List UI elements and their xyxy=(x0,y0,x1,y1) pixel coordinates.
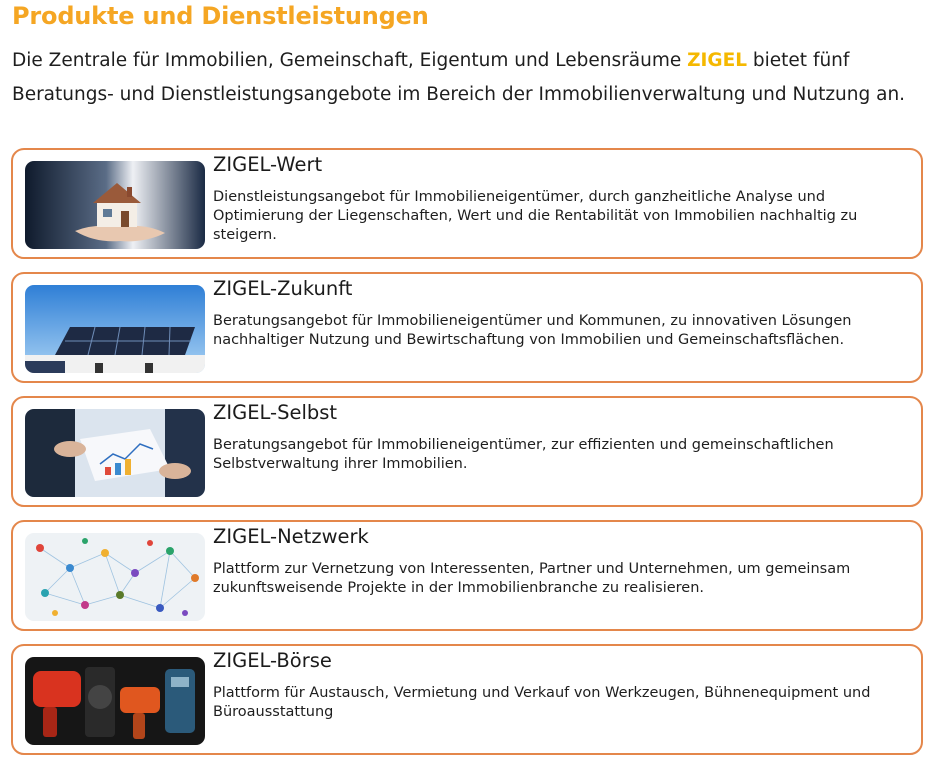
card-zigel-boerse[interactable] xyxy=(11,644,923,755)
card-title: ZIGEL-Selbst xyxy=(213,401,338,424)
intro-text xyxy=(12,44,932,112)
card-description: Plattform für Austausch, Vermietung und Verkauf von Werkzeugen, Bühnenequipment und Büroausstattung xyxy=(213,685,871,720)
solar-roof-image xyxy=(25,285,205,373)
power-tools-image xyxy=(25,657,205,745)
card-description: Beratungsangebot für Immobilieneigentümer, zur effizienten und gemeinschaftlichen Selbstverwaltung ihrer Immobilien. xyxy=(213,437,834,472)
intro-text-start: Die Zentrale für Immobilien, Gemeinschaft, Eigentum und Lebensräume xyxy=(12,50,688,71)
house-in-hands-image xyxy=(25,161,205,249)
business-meeting-image xyxy=(25,409,205,497)
card-description: Plattform zur Vernetzung von Interessenten, Partner und Unternehmen, um gemeinsam zukunftsweisende Projekte in der Immobilienbranche zu realisieren. xyxy=(213,561,851,596)
card-zigel-zukunft[interactable] xyxy=(11,272,923,383)
card-zigel-wert[interactable] xyxy=(11,148,923,259)
intro-text-end: bietet fünf Beratungs- und Dienstleistungsangebote im Bereich der Immobilienverwaltung und Nutzung an. xyxy=(12,50,906,105)
people-network-image xyxy=(25,533,205,621)
card-zigel-netzwerk[interactable] xyxy=(11,520,923,631)
card-title: ZIGEL-Zukunft xyxy=(213,277,353,300)
card-description: Dienstleistungsangebot für Immobilieneigentümer, durch ganzheitliche Analyse und Optimierung der Liegenschaften, Wert und die Rentabilität von Immobilien nachhaltig zu steigern. xyxy=(213,189,858,243)
page-title: Produkte und Dienstleistungen xyxy=(12,2,429,30)
card-description: Beratungsangebot für Immobilieneigentümer und Kommunen, zu innovativen Lösungen nachhaltiger Nutzung und Bewirtschaftung von Immobilien und Gemeinschaftsflächen. xyxy=(213,313,852,348)
card-title: ZIGEL-Börse xyxy=(213,649,332,672)
card-zigel-selbst[interactable] xyxy=(11,396,923,507)
card-title: ZIGEL-Wert xyxy=(213,153,323,176)
card-title: ZIGEL-Netzwerk xyxy=(213,525,369,548)
brand-name: ZIGEL xyxy=(687,50,748,71)
